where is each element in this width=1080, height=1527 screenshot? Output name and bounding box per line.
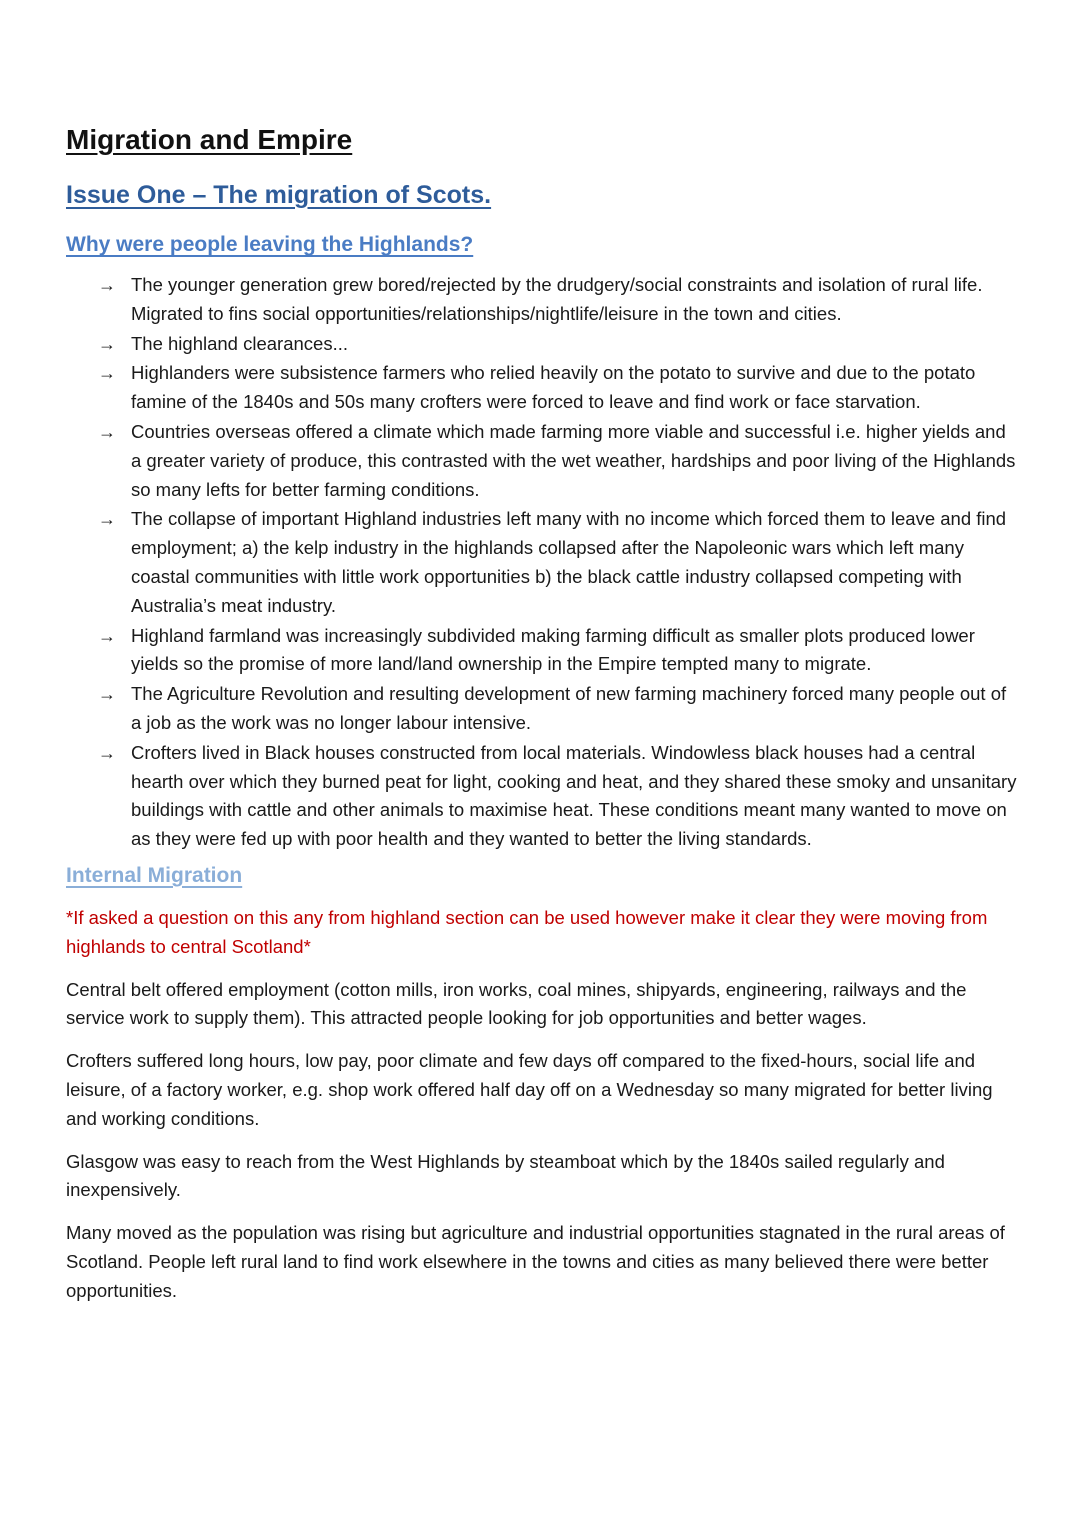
arrow-right-icon: → (98, 509, 116, 530)
list-item (98, 271, 1020, 329)
list-item-text: The Agriculture Revolution and resulting development of new farming machinery forced many people out of a job as the work was no longer labour intensive. (131, 683, 1007, 733)
arrow-right-icon: → (98, 363, 116, 384)
list-item-text: The collapse of important Highland industries left many with no income which forced them to leave and find employment; a) the kelp industry in the highlands collapsed after the Napoleonic wars which left many coastal communities with little work opportunities b) the black cattle industry collapsed competing with Australia’s meat industry. (131, 508, 1007, 616)
list-item (98, 680, 1020, 738)
list-item-text: Highlanders were subsistence farmers who relied heavily on the potato to survive and due to the potato famine of the 1840s and 50s many crofters were forced to leave and find work or face starvation. (131, 362, 976, 413)
highlands-section (66, 231, 1020, 854)
paragraph: Crofters suffered long hours, low pay, poor climate and few days off compared to the fixed-hours, social life and leisure, of a factory worker, e.g. shop work offered half day off on a Wednesday so many migrated for better living and working conditions. (66, 1050, 993, 1129)
list-item (98, 622, 1020, 680)
section-heading-highlands: Why were people leaving the Highlands? (66, 233, 474, 256)
list-item-text: The highland clearances... (131, 332, 348, 354)
arrow-right-icon: → (98, 684, 116, 705)
list-item-text: Countries overseas offered a climate which made farming more viable and successful i.e. higher yields and a greater variety of produce, this contrasted with the wet weather, hardships and poor living of the Highlands so many lefts for better farming conditions. (131, 420, 1016, 500)
document-title: Migration and Empire (66, 124, 353, 155)
arrow-right-icon: → (98, 421, 116, 442)
list-item-text: Highland farmland was increasingly subdivided making farming difficult as smaller plots produced lower yields so the promise of more land/land ownership in the Empire tempted many to migrate. (131, 624, 975, 675)
list-item (98, 739, 1020, 854)
list-item-text: Crofters lived in Black houses constructed from local materials. Windowless black houses had a central hearth over which they burned peat for light, cooking and heat, and they shared these smoky and unsanitary buildings with cattle and other animals to maximise heat. These conditions meant many wanted to move on as they were fed up with poor health and they wanted to better the living standards. (131, 741, 1017, 850)
internal-migration-section (66, 862, 1020, 1306)
arrow-right-icon: → (98, 275, 116, 295)
paragraph: Glasgow was easy to reach from the West Highlands by steamboat which by the 1840s sailed regularly and inexpensively. (66, 1150, 945, 1201)
paragraph: Central belt offered employment (cotton mills, iron works, coal mines, shipyards, engineering, railways and the service work to supply them). This attracted people looking for job opportunities and better wages. (66, 978, 967, 1029)
reasons-list (66, 271, 1020, 854)
arrow-right-icon: → (98, 625, 116, 646)
list-item (98, 505, 1020, 620)
list-item (98, 418, 1020, 504)
list-item (98, 330, 1020, 359)
arrow-right-icon: → (98, 333, 116, 354)
issue-heading: Issue One – The migration of Scots. (66, 181, 492, 209)
arrow-right-icon: → (98, 742, 116, 763)
list-item-text: The younger generation grew bored/rejected by the drudgery/social constraints and isolation of rural life. Migrated to fins social opportunities/relationships/nightlife/leisure in the town and cities. (131, 274, 983, 324)
exam-note: *If asked a question on this any from highland section can be used however make it clear they were moving from highlands to central Scotland* (66, 906, 988, 957)
list-item (98, 359, 1020, 417)
paragraph: Many moved as the population was rising but agriculture and industrial opportunities stagnated in the rural areas of Scotland. People left rural land to find work elsewhere in the towns and cities as many believed there were better opportunities. (66, 1222, 1005, 1301)
section-heading-internal-migration: Internal Migration (66, 863, 243, 887)
